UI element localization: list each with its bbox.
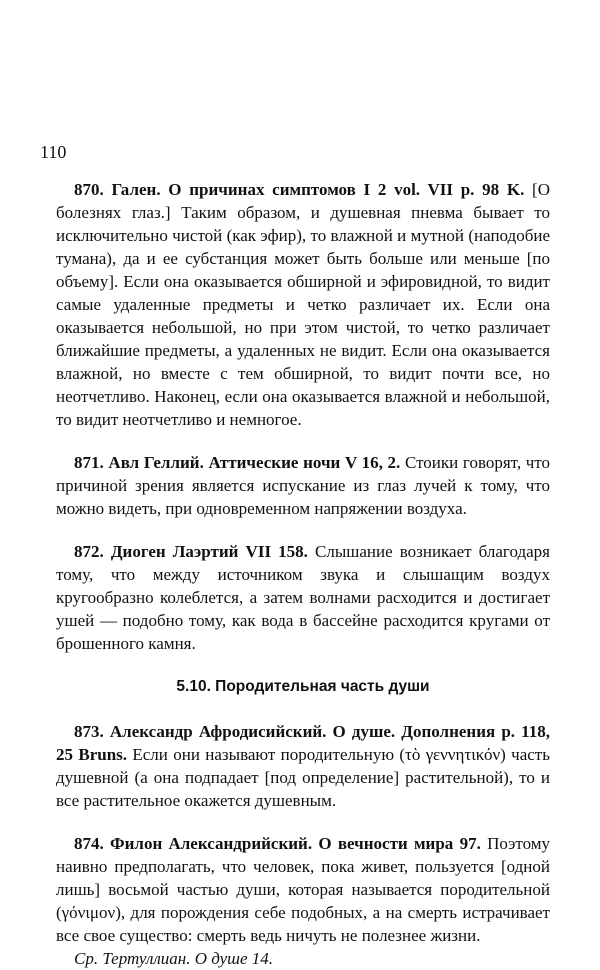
- cross-reference-note: Ср. Тертуллиан. О душе 14.: [74, 949, 274, 968]
- page-content: [56, 178, 550, 970]
- entry-873: [56, 720, 550, 812]
- entry-text: [О болезнях глаз.] Таким образом, и душевная пневма бывает то исключительно чистой (как эфир), то влажной и мутной (наподобие тумана), да и ее субстанция может быть больше или меньше [по объему]. Если она оказывается обширной и эфировидной, то видит самые удаленные предметы и четко различает их. Если она оказывается небольшой, но при этом чистой, то четко различает ближайшие предметы, а удаленных не видит. Если она оказывается влажной, но вместе с тем обширной, то видит почти все, но неотчетливо. Наконец, если она оказывается влажной и небольшой, то видит неотчетливо и немногое.: [56, 180, 550, 429]
- entry-heading: 874. Филон Александрийский. О вечности мира 97.: [74, 834, 481, 853]
- entry-871: [56, 451, 550, 520]
- entry-heading: 871. Авл Геллий. Аттические ночи V 16, 2.: [74, 453, 401, 472]
- entry-heading: 873. Александр Афродисийский. О душе. Дополнения p. 118, 25 Bruns.: [56, 722, 550, 764]
- entry-text: Поэтому наивно предполагать, что человек, пока живет, пользуется [одной лишь] восьмой частью души, которая называется породительной (γόνιμον), для порождения себе подобных, а на смерть истрачивает все свое существо: смерть ведь ничуть не полезнее жизни.: [56, 834, 551, 945]
- entry-text: Если они называют породительную (τὸ γεννητικόν) часть душевной (а она подпадает [под определение] растительной), то и все растительное окажется душевным.: [56, 745, 550, 810]
- page-number: 110: [40, 142, 67, 162]
- entry-heading: 872. Диоген Лаэртий VII 158.: [74, 542, 308, 561]
- entry-874: [56, 832, 550, 947]
- entry-872: [56, 540, 550, 655]
- entry-heading: 870. Гален. О причинах симптомов I 2 vol. VII p. 98 K.: [74, 180, 525, 199]
- entry-870: [56, 178, 550, 431]
- entry-text: Слышание возникает благодаря тому, что между источником звука и слышащим воздух кругообразно колеблется, а затем волнами расходится и достигает ушей — подобно тому, как вода в бассейне расходится кругами от брошенного камня.: [56, 542, 550, 653]
- section-title: 5.10. Породительная часть души: [176, 678, 430, 695]
- entry-text: Стоики говорят, что причиной зрения является испускание из глаз лучей к тому, что можно видеть, при одновременном напряжении воздуха.: [56, 453, 550, 518]
